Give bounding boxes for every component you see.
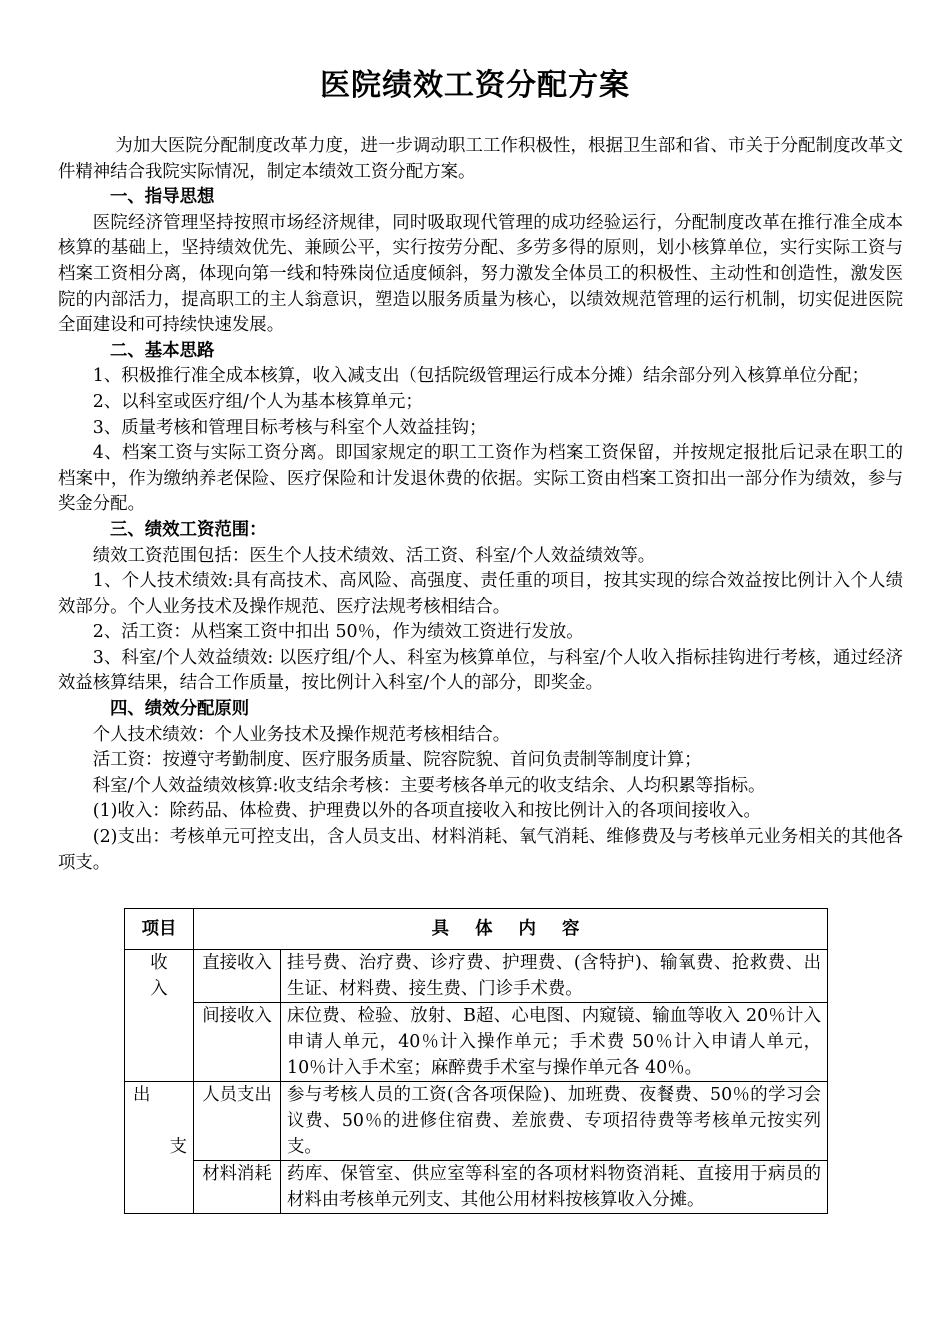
table-row — [125, 1082, 828, 1161]
paragraph: 3、科室/个人效益绩效: 以医疗组/个人、科室为核算单位，与科室/个人收入指标挂钩进行考核，通过经济效益核算结果，结合工作质量，按比例计入科室/个人的部分，即奖金。 — [58, 647, 903, 694]
paragraph: 活工资：按遵守考勤制度、医疗服务质量、院容院貌、首问负责制等制度计算； — [92, 750, 702, 771]
category-income — [125, 950, 194, 1082]
category-income-char-2: 入 — [150, 979, 168, 999]
subcategory-label: 间接收入 — [194, 1003, 281, 1082]
section-heading-guiding: 一、指导思想 — [110, 187, 215, 208]
section-heading-principles: 四、绩效分配原则 — [110, 699, 250, 720]
row-description: 挂号费、治疗费、诊疗费、护理费、(含特护)、输氧费、抢救费、出生证、材料费、接生费、门诊手术费。 — [281, 950, 828, 1003]
paragraph: 2、活工资：从档案工资中扣出 50％，作为绩效工资进行发放。 — [92, 622, 584, 643]
section-heading-scope: 三、绩效工资范围： — [110, 519, 267, 540]
paragraph: 医院经济管理坚持按照市场经济规律，同时吸取现代管理的成功经验运行，分配制度改革在推行准全成本核算的基础上，坚持绩效优先、兼顾公平，实行按劳分配、多劳多得的原则，划小核算单位，实行实际工资与档案工资相分离，体现向第一线和特殊岗位适度倾斜，努力激发全体员工的积极性、主动性和创造性，激发医院的内部活力，提高职工的主人翁意识，塑造以服务质量为核心，以绩效规范管理的运行机制，切实促进医院全面建设和可持续快速发展。 — [58, 212, 903, 336]
table-row — [125, 950, 828, 1003]
row-description: 药库、保管室、供应室等科室的各项材料物资消耗、直接用于病员的材料由考核单元列支、其他公用材料按核算收入分摊。 — [281, 1161, 828, 1214]
table-row — [125, 1161, 828, 1214]
paragraph: 4、档案工资与实际工资分离。即国家规定的职工工资作为档案工资保留，并按规定报批后记录在职工的档案中，作为缴纳养老保险、医疗保险和计发退休费的依据。实际工资由档案工资扣出一部分作为绩效，参与奖金分配。 — [58, 443, 903, 515]
paragraph: 3、质量考核和管理目标考核与科室个人效益挂钩； — [92, 417, 487, 438]
document-title: 医院绩效工资分配方案 — [320, 68, 630, 103]
paragraph: 个人技术绩效：个人业务技术及操作规范考核相结合。 — [92, 724, 511, 745]
paragraph: 1、积极推行准全成本核算，收入减支出（包括院级管理运行成本分摊）结余部分列入核算单位分配； — [92, 366, 870, 387]
table-header-row — [125, 909, 828, 950]
row-description: 床位费、检验、放射、B超、心电图、内窥镜、输血等收入 20％计入申请人单元，40％计入操作单元；手术费 50％计入申请人单元，10％计入手术室；麻醉费手术室与操作单元各 40％。 — [281, 1003, 828, 1082]
category-expense-char-1: 出 — [133, 1085, 151, 1105]
paragraph: (1)收入：除药品、体检费、护理费以外的各项直接收入和按比例计入的各项间接收入。 — [92, 801, 761, 822]
subcategory-label: 材料消耗 — [194, 1161, 281, 1214]
table-row — [125, 1003, 828, 1082]
content-table — [124, 908, 828, 1214]
header-item: 项目 — [125, 909, 194, 950]
category-income-char-1: 收 — [150, 953, 168, 973]
subcategory-label: 直接收入 — [194, 950, 281, 1003]
document-body — [58, 134, 903, 876]
paragraph: 2、以科室或医疗组/个人为基本核算单元； — [92, 391, 423, 412]
subcategory-label: 人员支出 — [194, 1082, 281, 1161]
paragraph: 科室/个人效益绩效核算:收支结余考核：主要考核各单元的收支结余、人均积累等指标。 — [92, 775, 766, 796]
intro-paragraph: 为加大医院分配制度改革力度，进一步调动职工工作积极性，根据卫生部和省、市关于分配制度改革文件精神结合我院实际情况，制定本绩效工资分配方案。 — [58, 136, 903, 182]
paragraph: (2)支出：考核单元可控支出，含人员支出、材料消耗、氧气消耗、维修费及与考核单元业务相关的其他各项支。 — [58, 827, 903, 873]
paragraph: 1、个人技术绩效:具有高技术、高风险、高强度、责任重的项目，按其实现的综合效益按比例计入个人绩效部分。个人业务技术及操作规范、医疗法规考核相结合。 — [58, 571, 903, 617]
header-content-label: 具 体 内 容 — [431, 919, 590, 939]
header-content — [194, 909, 828, 950]
row-description: 参与考核人员的工资(含各项保险)、加班费、夜餐费、50％的学习会议费、50％的进修住宿费、差旅费、专项招待费等考核单元按实列支。 — [281, 1082, 828, 1161]
paragraph: 绩效工资范围包括：医生个人技术绩效、活工资、科室/个人效益绩效等。 — [92, 545, 656, 566]
category-expense — [125, 1082, 194, 1214]
section-heading-approach: 二、基本思路 — [110, 340, 215, 361]
category-expense-char-2: 支 — [169, 1137, 187, 1157]
